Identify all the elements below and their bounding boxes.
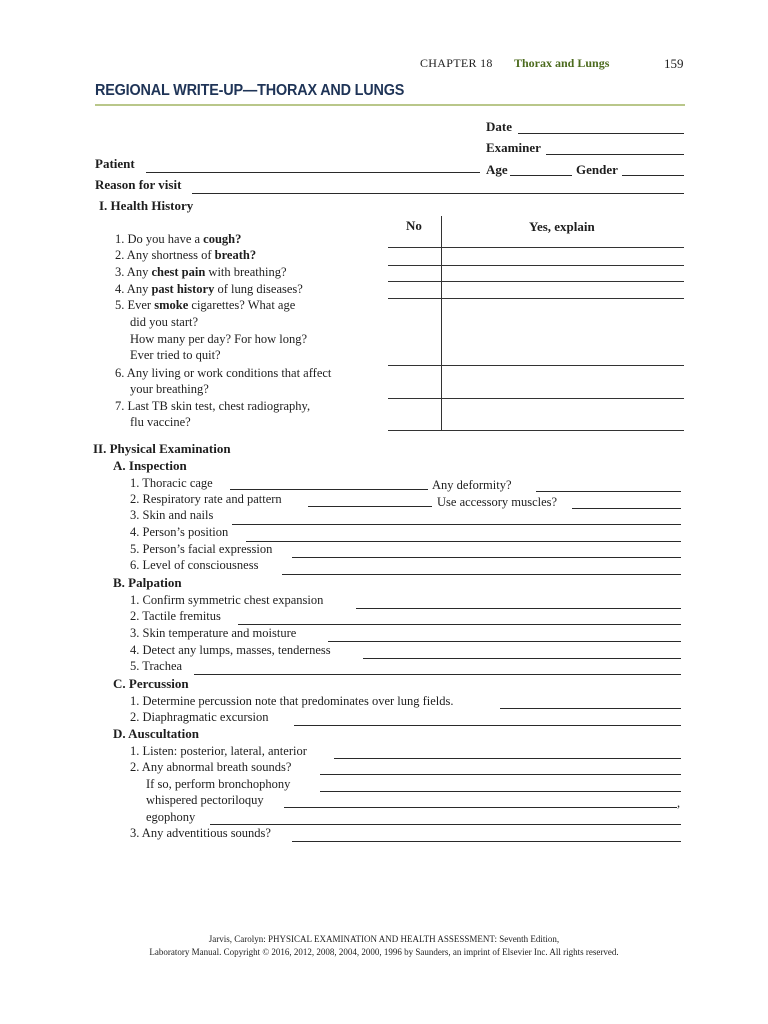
respiratory-rate-field[interactable]: [308, 506, 432, 507]
patient-label: Patient: [95, 156, 135, 171]
inspection-skin-nails: 3. Skin and nails: [130, 508, 214, 522]
question-smoke-line3: How many per day? For how long?: [130, 332, 308, 346]
health-history-heading: I. Health History: [99, 198, 194, 213]
column-no-header: No: [406, 218, 422, 233]
section-name: Thorax and Lungs: [514, 56, 610, 70]
auscultation-heading: D. Auscultation: [113, 726, 199, 741]
inspection-respiratory-rate: 2. Respiratory rate and pattern: [130, 492, 282, 506]
footer-citation: [0, 933, 768, 959]
table-rule: [388, 281, 684, 282]
palpation-heading: B. Palpation: [113, 575, 182, 590]
palpation-lumps: 4. Detect any lumps, masses, tenderness: [130, 643, 331, 657]
facial-expression-field[interactable]: [292, 557, 681, 558]
question-tb-test: 7. Last TB skin test, chest radiography,: [115, 399, 311, 413]
tactile-fremitus-field[interactable]: [238, 624, 681, 625]
auscultation-bronchophony: If so, perform bronchophony: [146, 777, 291, 791]
auscultation-abnormal-sounds: 2. Any abnormal breath sounds?: [130, 760, 292, 774]
question-smoke-line4: Ever tried to quit?: [130, 348, 221, 362]
physical-exam-heading: II. Physical Examination: [93, 441, 231, 456]
trachea-field[interactable]: [194, 674, 681, 675]
abnormal-sounds-field[interactable]: [320, 774, 681, 775]
chapter-label: CHAPTER 18: [420, 56, 493, 70]
lumps-field[interactable]: [363, 658, 681, 659]
form-title: REGIONAL WRITE-UP—THORAX AND LUNGS: [95, 82, 405, 99]
palpation-tactile-fremitus: 2. Tactile fremitus: [130, 609, 221, 623]
percussion-note: 1. Determine percussion note that predominates over lung fields.: [130, 694, 454, 708]
footer-line-2: Laboratory Manual. Copyright © 2016, 2012, 2008, 2004, 2000, 1996 by Saunders, an imprint of Elsevier Inc. All rights reserved.: [149, 947, 619, 957]
pectoriloquy-comma: ,: [677, 796, 681, 810]
table-rule: [388, 265, 684, 266]
auscultation-pectoriloquy: whispered pectoriloquy: [146, 793, 264, 807]
table-rule: [388, 365, 684, 366]
thoracic-cage-field[interactable]: [230, 489, 428, 490]
inspection-facial-expression: 5. Person’s facial expression: [130, 542, 273, 556]
question-living-conditions-line2: your breathing?: [130, 382, 209, 396]
diaphragmatic-field[interactable]: [294, 725, 681, 726]
question-cough: 1. Do you have a cough?: [115, 232, 242, 246]
consciousness-field[interactable]: [282, 574, 681, 575]
question-smoke: 5. Ever smoke cigarettes? What age: [115, 298, 296, 312]
table-rule: [388, 298, 684, 299]
footer-line-1: Jarvis, Carolyn: PHYSICAL EXAMINATION AND HEALTH ASSESSMENT: Seventh Edition,: [208, 934, 560, 944]
question-living-conditions: 6. Any living or work conditions that affect: [115, 366, 332, 380]
column-yes-header: Yes, explain: [529, 219, 595, 234]
age-label: Age: [486, 162, 508, 177]
question-tb-test-line2: flu vaccine?: [130, 415, 191, 429]
auscultation-adventitious: 3. Any adventitious sounds?: [130, 826, 271, 840]
question-breath: 2. Any shortness of breath?: [115, 248, 257, 262]
palpation-skin-temperature: 3. Skin temperature and moisture: [130, 626, 297, 640]
deformity-field[interactable]: [536, 491, 681, 492]
inspection-deformity: Any deformity?: [432, 478, 512, 492]
question-past-history: 4. Any past history of lung diseases?: [115, 282, 303, 296]
page-number: 159: [664, 56, 684, 71]
inspection-heading: A. Inspection: [113, 458, 187, 473]
listen-field[interactable]: [334, 758, 681, 759]
inspection-position: 4. Person’s position: [130, 525, 229, 539]
pectoriloquy-field[interactable]: [284, 807, 677, 808]
auscultation-listen: 1. Listen: posterior, lateral, anterior: [130, 744, 307, 758]
chest-expansion-field[interactable]: [356, 608, 681, 609]
palpation-chest-expansion: 1. Confirm symmetric chest expansion: [130, 593, 324, 607]
position-field[interactable]: [246, 541, 681, 542]
date-label: Date: [486, 119, 512, 134]
table-rule: [388, 430, 684, 431]
date-field[interactable]: [518, 133, 684, 134]
egophony-field[interactable]: [210, 824, 681, 825]
palpation-trachea: 5. Trachea: [130, 659, 183, 673]
age-field[interactable]: [510, 175, 572, 176]
inspection-consciousness: 6. Level of consciousness: [130, 558, 259, 572]
percussion-note-field[interactable]: [500, 708, 681, 709]
reason-label: Reason for visit: [95, 177, 182, 192]
percussion-diaphragmatic: 2. Diaphragmatic excursion: [130, 710, 269, 724]
title-rule: [95, 104, 685, 106]
accessory-muscles-field[interactable]: [572, 508, 681, 509]
percussion-heading: C. Percussion: [113, 676, 189, 691]
skin-nails-field[interactable]: [232, 524, 681, 525]
question-chest-pain: 3. Any chest pain with breathing?: [115, 265, 287, 279]
reason-field[interactable]: [192, 193, 684, 194]
adventitious-field[interactable]: [292, 841, 681, 842]
examiner-field[interactable]: [546, 154, 684, 155]
inspection-thoracic-cage: 1. Thoracic cage: [130, 476, 213, 490]
inspection-accessory-muscles: Use accessory muscles?: [437, 495, 558, 509]
patient-field[interactable]: [146, 172, 480, 173]
auscultation-egophony: egophony: [146, 810, 196, 824]
examiner-label: Examiner: [486, 140, 541, 155]
table-rule: [388, 398, 684, 399]
skin-temperature-field[interactable]: [328, 641, 681, 642]
question-smoke-line2: did you start?: [130, 315, 199, 329]
bronchophony-field[interactable]: [320, 791, 681, 792]
gender-label: Gender: [576, 162, 618, 177]
table-rule: [388, 247, 684, 248]
gender-field[interactable]: [622, 175, 684, 176]
